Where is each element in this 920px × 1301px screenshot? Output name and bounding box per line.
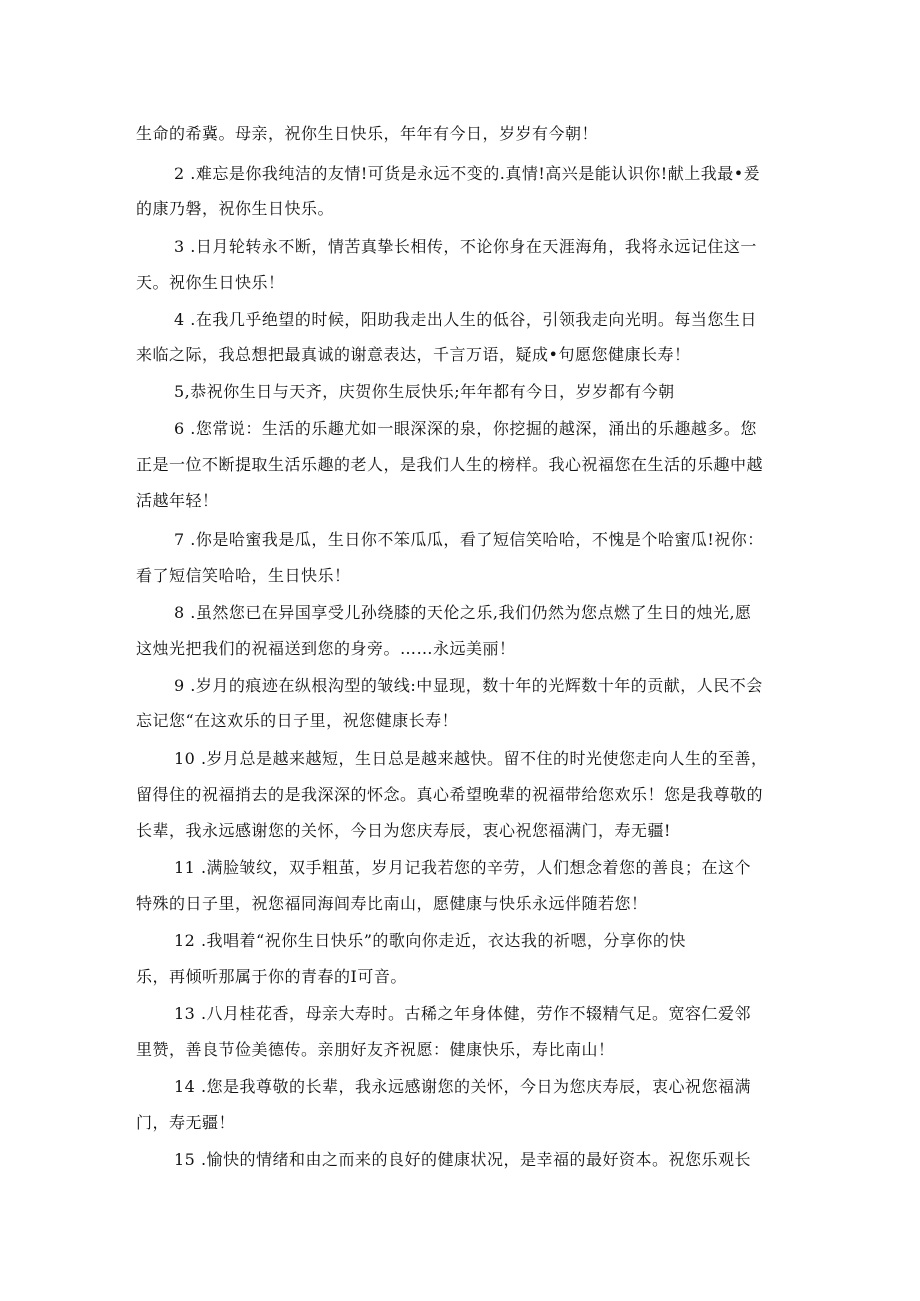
text-line: 的康乃磐，祝你生日快乐。: [136, 199, 335, 218]
text-line: 2 .难忘是你我纯洁的友情!可货是永远不变的.真情!高兴是能认识你!献上我最•爰: [174, 164, 761, 183]
text-line: 活越年轻！: [136, 491, 219, 510]
text-line: 4 .在我几乎绝望的时候，阳助我走出人生的低谷，引领我走向光明。每当您生日: [174, 310, 757, 329]
text-line: 7 .你是哈蜜我是瓜，生日你不笨瓜瓜，看了短信笑哈哈，不愧是个哈蜜瓜!祝你：: [174, 530, 764, 549]
text-line: 天。祝你生日快乐！: [136, 273, 285, 292]
text-line: 正是一位不断提取生活乐趣的老人，是我们人生的榜样。我心祝福您在生活的乐趣中越: [136, 455, 764, 474]
text-line: 13 .八月桂花香，母亲大寿时。古稀之年身体健，劳作不辍精气足。宽容仁爱邻: [174, 1004, 752, 1023]
text-line: 15 .愉快的情绪和由之而来的良好的健康状况，是幸福的最好资本。祝您乐观长: [174, 1150, 752, 1169]
text-line: 3 .日月轮转永不断，情苦真挚长相传，不论你身在天涯海角，我将永远记住这一: [174, 237, 757, 256]
text-line: 14 .您是我尊敬的长辈，我永远感谢您的关怀，今日为您庆寿辰，衷心祝您福满: [174, 1077, 752, 1096]
text-line: 5,恭祝你生日与天齐，庆贺你生辰快乐;年年都有今日，岁岁都有今朝: [174, 382, 675, 401]
text-line: 10 .岁月总是越来越短，生日总是越来越快。留不住的时光使您走向人生的至善，: [174, 749, 768, 768]
text-line: 里赞，善良节俭美德传。亲朋好友齐祝愿：健康快乐，寿比南山！: [136, 1040, 615, 1059]
text-line: 门，寿无疆！: [136, 1113, 236, 1132]
text-line: 来临之际，我总想把最真诚的谢意表达，千言万语，疑成•句愿您健康长寿！: [136, 345, 691, 364]
text-line: 11 .满脸皱纹，双手粗茧，岁月记我若您的辛劳，人们想念着您的善良；在这个: [174, 858, 752, 877]
text-line: 9 .岁月的痕迹在纵根沟型的皱线:中显现，数十年的光辉数十年的贡献，人民不会: [174, 676, 763, 695]
text-line: 8 .虽然您已在异国享受儿孙绕膝的天伦之乐,我们仍然为您点燃了生日的烛光,愿: [174, 603, 752, 622]
text-line: 留得住的祝福捎去的是我深深的怀念。真心希望晚辈的祝福带给您欢乐！您是我尊敬的: [136, 785, 764, 804]
text-line: 长辈，我永远感谢您的关怀，今日为您庆寿辰，衷心祝您福满门，寿无疆!: [136, 821, 671, 840]
text-line: 忘记您“在这欢乐的日子里，祝您健康长寿！: [136, 711, 459, 730]
text-line: 特殊的日子里，祝您福同海闾寿比南山，愿健康与快乐永远伴随若您！: [136, 894, 648, 913]
text-line: 生命的希冀。母亲，祝你生日快乐，年年有今日，岁岁有今朝！: [136, 124, 599, 143]
text-line: 看了短信笑哈哈，生日快乐！: [136, 566, 351, 585]
text-line: 乐，再倾听那属于你的青春的I可音。: [136, 967, 407, 986]
text-line: 6 .您常说：生活的乐趣尤如一眼深深的泉，你挖掘的越深，涌出的乐趣越多。您: [174, 419, 757, 438]
text-line: 这烛光把我们的祝福送到您的身旁。……永远美丽！: [136, 639, 516, 658]
text-line: 12 .我唱着“祝你生日快乐”的歌向你走近，衣达我的祈嗯，分享你的快: [174, 931, 686, 950]
